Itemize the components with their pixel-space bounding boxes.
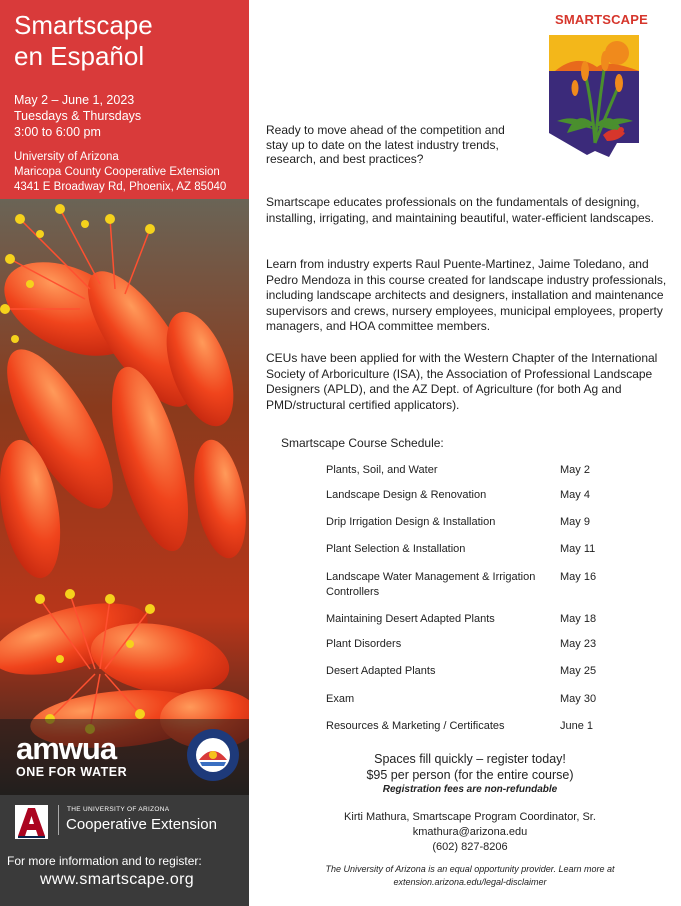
schedule-course: Plant Selection & Installation [326, 543, 466, 555]
venue [14, 150, 249, 195]
schedule-date: May 18 [560, 613, 597, 625]
venue-org: University of Arizona [14, 151, 119, 163]
venue-dept: Maricopa County Cooperative Extension [14, 166, 220, 178]
contact-email[interactable]: kmathura@arizona.edu [412, 826, 528, 838]
smartscape-logo-icon [547, 33, 642, 159]
cta-headline: Spaces fill quickly – register today! [374, 752, 566, 766]
amwua-logo [16, 733, 127, 780]
description-paragraph: Smartscape educates professionals on the fundamentals of designing, installing, irrigating, and maintaining beautiful, water-efficient landscapes. [266, 195, 655, 225]
schedule-date: May 23 [560, 638, 597, 650]
schedule-course: Resources & Marketing / Certificates [326, 720, 505, 732]
disclaimer-link[interactable]: extension.arizona.edu/legal-disclaimer [393, 877, 547, 887]
schedule-course: Desert Adapted Plants [326, 665, 436, 677]
intro-text: Ready to move ahead of the competition and stay up to date on the latest industry trends, research, and best practices? [266, 123, 505, 166]
schedule-date: May 2 [560, 464, 590, 476]
price: $95 per person (for the entire course) [366, 768, 574, 782]
schedule-date: May 16 [560, 571, 597, 583]
registration-callout [270, 751, 670, 797]
instructors-paragraph: Learn from industry experts Raul Puente-Martinez, Jaime Toledano, and Pedro Mendoza in this course created for landscape industry professionals, including landscape architects and designers, installation and maintenance supervisors and crews, nursery employees, municipal employees, property managers, and HOA committee members. [266, 257, 667, 333]
schedule-course: Landscape Water Management & Irrigation Controllers [326, 571, 536, 598]
schedule-date: May 11 [560, 543, 596, 555]
course-days: Tuesdays & Thursdays [14, 109, 142, 123]
date-range: May 2 – June 1, 2023 [14, 93, 135, 107]
schedule-course: Plants, Soil, and Water [326, 464, 438, 476]
schedule-course: Exam [326, 693, 355, 705]
schedule-course: Plant Disorders [326, 638, 402, 650]
legal-disclaimer [270, 863, 670, 889]
schedule-course: Drip Irrigation Design & Installation [326, 516, 496, 528]
contact-phone: (602) 827-8206 [432, 841, 508, 853]
ocotillo-flower-photo [0, 199, 249, 795]
amwua-tagline: ONE FOR WATER [16, 765, 128, 779]
left-column [0, 0, 249, 906]
logo-divider [58, 805, 59, 835]
ceu-paragraph: CEUs have been applied for with the Western Chapter of the International Society of Arboriculture (ISA), the Association of Professional Landscape Designers (APLD), and the AZ Dept. of Agriculture (for both Ag and PMD/structural certified applicators). [266, 351, 658, 412]
schedule-course: Landscape Design & Renovation [326, 489, 487, 501]
disclaimer-line-1: The University of Arizona is an equal opportunity provider. Learn more at [325, 864, 615, 874]
schedule-course: Maintaining Desert Adapted Plants [326, 613, 495, 625]
university-of-arizona-a-icon [15, 805, 48, 839]
header-banner [0, 0, 249, 199]
contact-name: Kirti Mathura, Smartscape Program Coordinator, Sr. [344, 811, 596, 823]
contact-info [270, 810, 670, 855]
ua-extension-footer [0, 795, 249, 906]
schedule-title: Smartscape Course Schedule: [281, 436, 444, 450]
adwr-seal-icon [186, 728, 240, 782]
title-line-2: en Español [14, 41, 145, 71]
course-time: 3:00 to 6:00 pm [14, 125, 101, 139]
title-line-1: Smartscape [14, 10, 153, 40]
smartscape-brand-name: SMARTSCAPE [555, 12, 649, 27]
schedule-date: May 30 [560, 693, 597, 705]
schedule-date: June 1 [560, 720, 594, 732]
ua-name-small: THE UNIVERSITY OF ARIZONA [67, 806, 170, 813]
page-title [14, 10, 249, 72]
more-info-text: For more information and to register: [7, 854, 202, 868]
website-link[interactable]: www.smartscape.org [40, 871, 194, 888]
venue-address: 4341 E Broadway Rd, Phoenix, AZ 85040 [14, 181, 227, 193]
schedule-date: May 9 [560, 516, 590, 528]
amwua-wordmark: amwua [16, 731, 117, 766]
course-dates [14, 92, 249, 140]
refund-policy: Registration fees are non-refundable [382, 784, 558, 795]
schedule-date: May 25 [560, 665, 597, 677]
cooperative-extension-label: Cooperative Extension [66, 816, 217, 833]
schedule-date: May 4 [560, 489, 590, 501]
